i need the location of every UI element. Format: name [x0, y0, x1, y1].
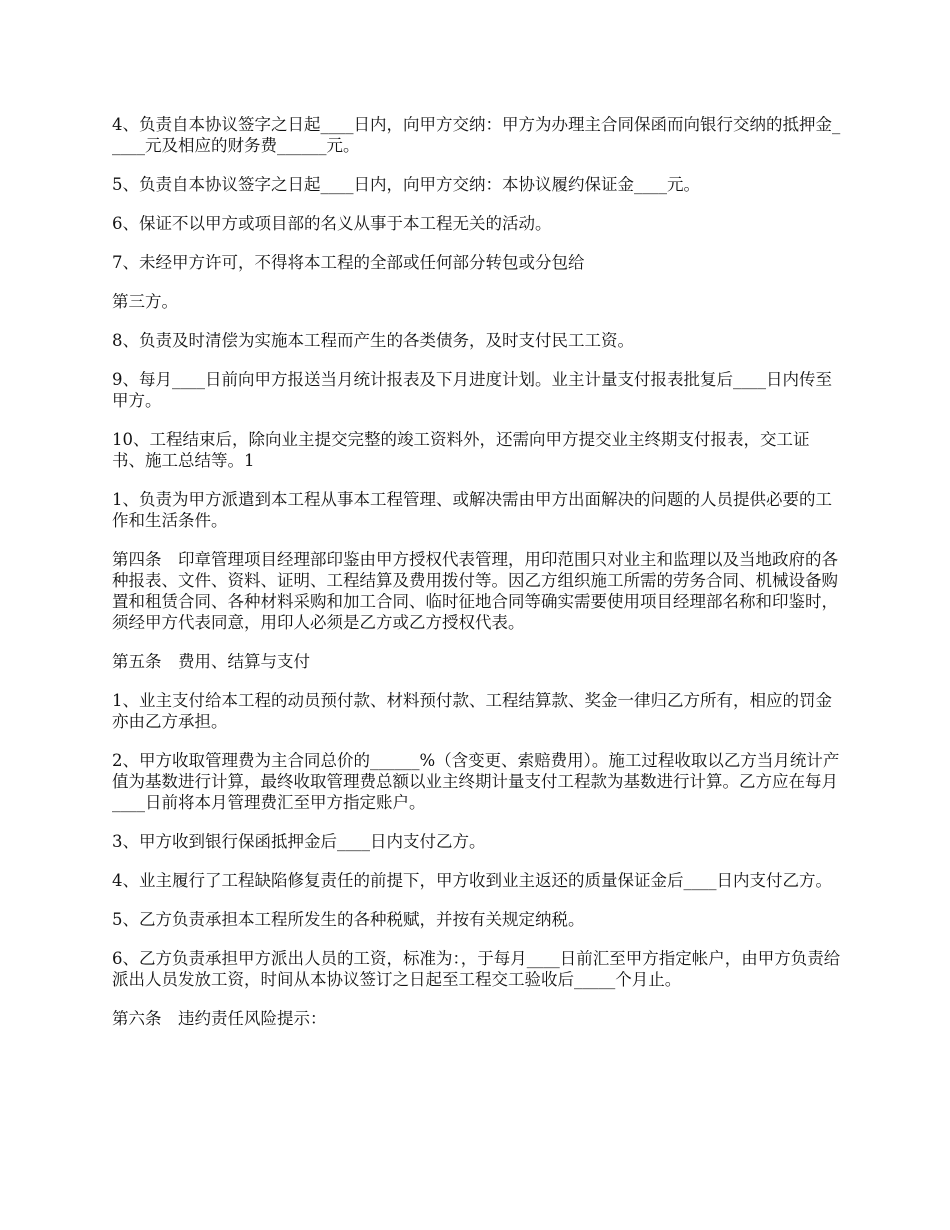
article-6-heading: 第六条 违约责任风险提示： — [112, 1009, 327, 1028]
article-5-heading: 第五条 费用、结算与支付 — [112, 652, 310, 671]
article-5-clause-5: 5、乙方负责承担本工程所发生的各种税赋，并按有关规定纳税。 — [112, 910, 585, 929]
clause-1-working-conditions: 1、负责为甲方派遣到本工程从事本工程管理、或解决需由甲方出面解决的问题的人员提供必要的工作和生活条件。 — [112, 490, 832, 530]
clause-4-deposit: 4、负责自本协议签字之日起____日内，向甲方交纳：甲方为办理主合同保函而向银行交纳的抵押金_____元及相应的财务费______元。 — [112, 115, 841, 155]
article-5-clause-3: 3、甲方收到银行保函抵押金后____日内支付乙方。 — [112, 832, 486, 851]
clause-7-continuation: 第三方。 — [112, 292, 178, 311]
article-5-clause-6: 6、乙方负责承担甲方派出人员的工资，标准为：，于每月____日前汇至甲方指定帐户，由甲方负责给派出人员发放工资，时间从本协议签订之日起至工程交工验收后_____个月止。 — [112, 949, 841, 989]
article-5-clause-2: 2、甲方收取管理费为主合同总价的______%（含变更、索赔费用）。施工过程收取以乙方当月统计产值为基数进行计算，最终收取管理费总额以业主终期计量支付工程款为基数进行计算。乙方应在每月____日前将本月管理费汇至甲方指定账户。 — [112, 751, 840, 812]
article-5-clause-4: 4、业主履行了工程缺陷修复责任的前提下，甲方收到业主返还的质量保证金后____日内支付乙方。 — [112, 871, 832, 890]
clause-9-monthly-reports: 9、每月____日前向甲方报送当月统计报表及下月进度计划。业主计量支付报表批复后____日内传至甲方。 — [112, 370, 832, 410]
clause-6-no-unrelated-activity: 6、保证不以甲方或项目部的名义从事于本工程无关的活动。 — [112, 214, 552, 233]
clause-7-no-subcontract: 7、未经甲方许可，不得将本工程的全部或任何部分转包或分包给 — [112, 253, 585, 272]
clause-10-completion-docs: 10、工程结束后，除向业主提交完整的竣工资料外，还需向甲方提交业主终期支付报表，交工证书、施工总结等。1 — [112, 430, 810, 470]
article-4-seal-management: 第四条 印章管理项目经理部印鉴由甲方授权代表管理，用印范围只对业主和监理以及当地政府的各种报表、文件、资料、证明、工程结算及费用拨付等。因乙方组织施工所需的劳务合同、机械设备购置和租赁合同、各种材料采购和加工合同、临时征地合同等确实需要使用项目经理部名称和印鉴时，须经甲方代表同意，用印人必须是乙方或乙方授权代表。 — [112, 550, 838, 632]
clause-8-debts-wages: 8、负责及时清偿为实施本工程而产生的各类债务，及时支付民工工资。 — [112, 331, 634, 350]
clause-5-performance-bond: 5、负责自本协议签字之日起____日内，向甲方交纳：本协议履约保证金____元。 — [112, 175, 700, 194]
article-5-clause-1: 1、业主支付给本工程的动员预付款、材料预付款、工程结算款、奖金一律归乙方所有，相应的罚金亦由乙方承担。 — [112, 691, 832, 731]
document-body — [112, 114, 842, 1047]
